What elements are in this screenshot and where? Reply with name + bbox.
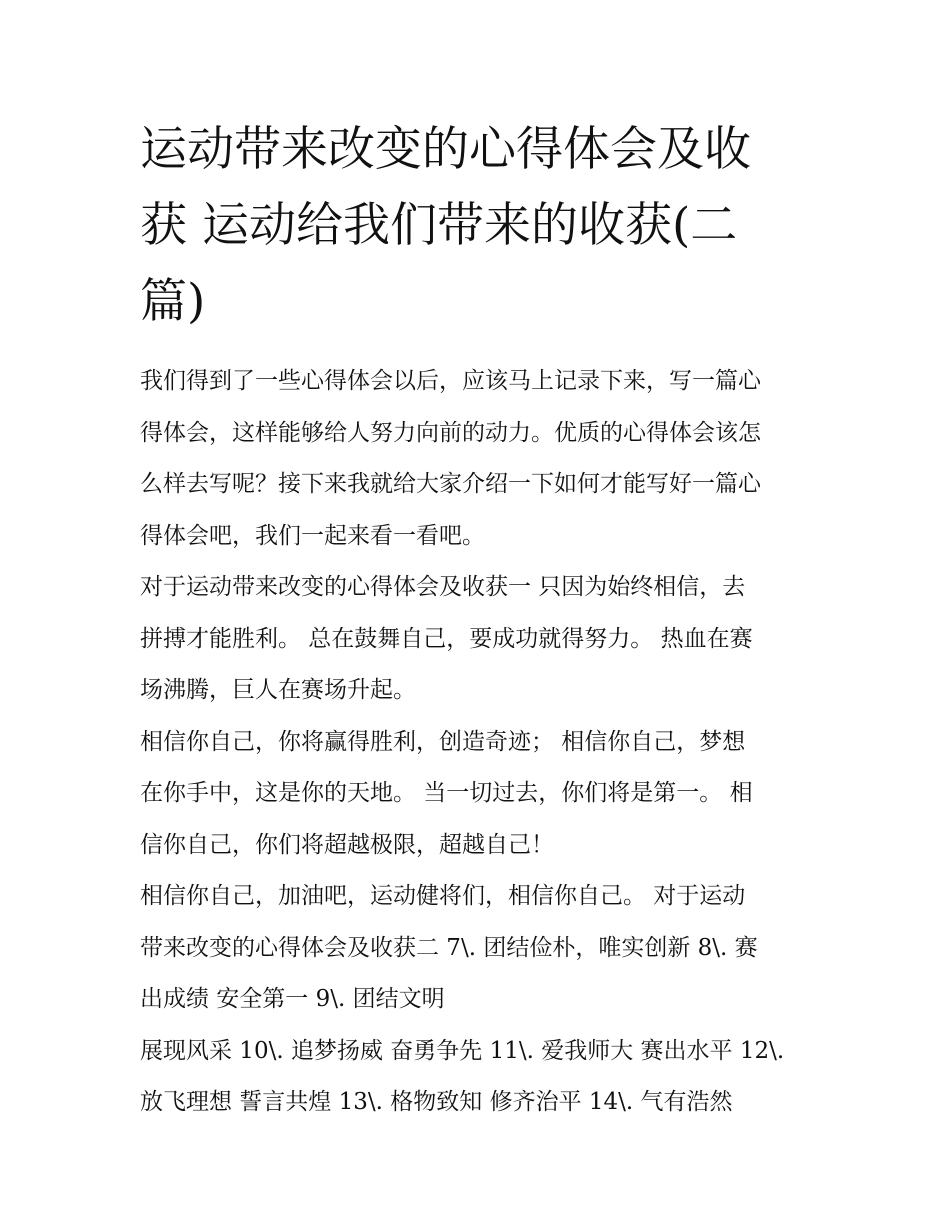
body-line: 得体会，这样能够给人努力向前的动力。优质的心得体会该怎	[140, 419, 761, 446]
body-line: 拼搏才能胜利。 总在鼓舞自己，要成功就得努力。 热血在赛	[140, 625, 753, 652]
document-body	[140, 356, 830, 1129]
body-line: 信你自己，你们将超越极限，超越自己！	[140, 831, 554, 858]
document-title	[140, 112, 820, 340]
body-line: 得体会吧，我们一起来看一看吧。	[140, 522, 485, 549]
body-line: 出成绩 安全第一 9\. 团结文明	[140, 986, 445, 1012]
title-line: 获 运动给我们带来的收获(二	[140, 198, 738, 253]
body-line: 在你手中，这是你的天地。 当一切过去，你们将是第一。 相	[140, 780, 753, 806]
body-line: 我们得到了一些心得体会以后，应该马上记录下来，写一篇心	[140, 368, 761, 394]
body-line: 展现风采 10\. 追梦扬威 奋勇争先 11\. 爱我师大 赛出水平 12\.	[140, 1037, 785, 1064]
body-line: 场沸腾，巨人在赛场升起。	[140, 677, 416, 703]
body-line: 放飞理想 誓言共煌 13\. 格物致知 修齐治平 14\. 气有浩然	[140, 1089, 733, 1115]
body-line: 带来改变的心得体会及收获二 7\. 团结俭朴，唯实创新 8\. 赛	[140, 934, 758, 961]
body-line: 对于运动带来改变的心得体会及收获一 只因为始终相信，去	[140, 574, 746, 600]
title-line: 篇)	[140, 274, 206, 329]
body-line: 么样去写呢？接下来我就给大家介绍一下如何才能写好一篇心	[140, 471, 761, 497]
body-line: 相信你自己，加油吧，运动健将们，相信你自己。 对于运动	[140, 883, 746, 909]
title-line: 运动带来改变的心得体会及收	[140, 122, 751, 177]
body-line: 相信你自己，你将赢得胜利，创造奇迹； 相信你自己，梦想	[140, 728, 746, 755]
